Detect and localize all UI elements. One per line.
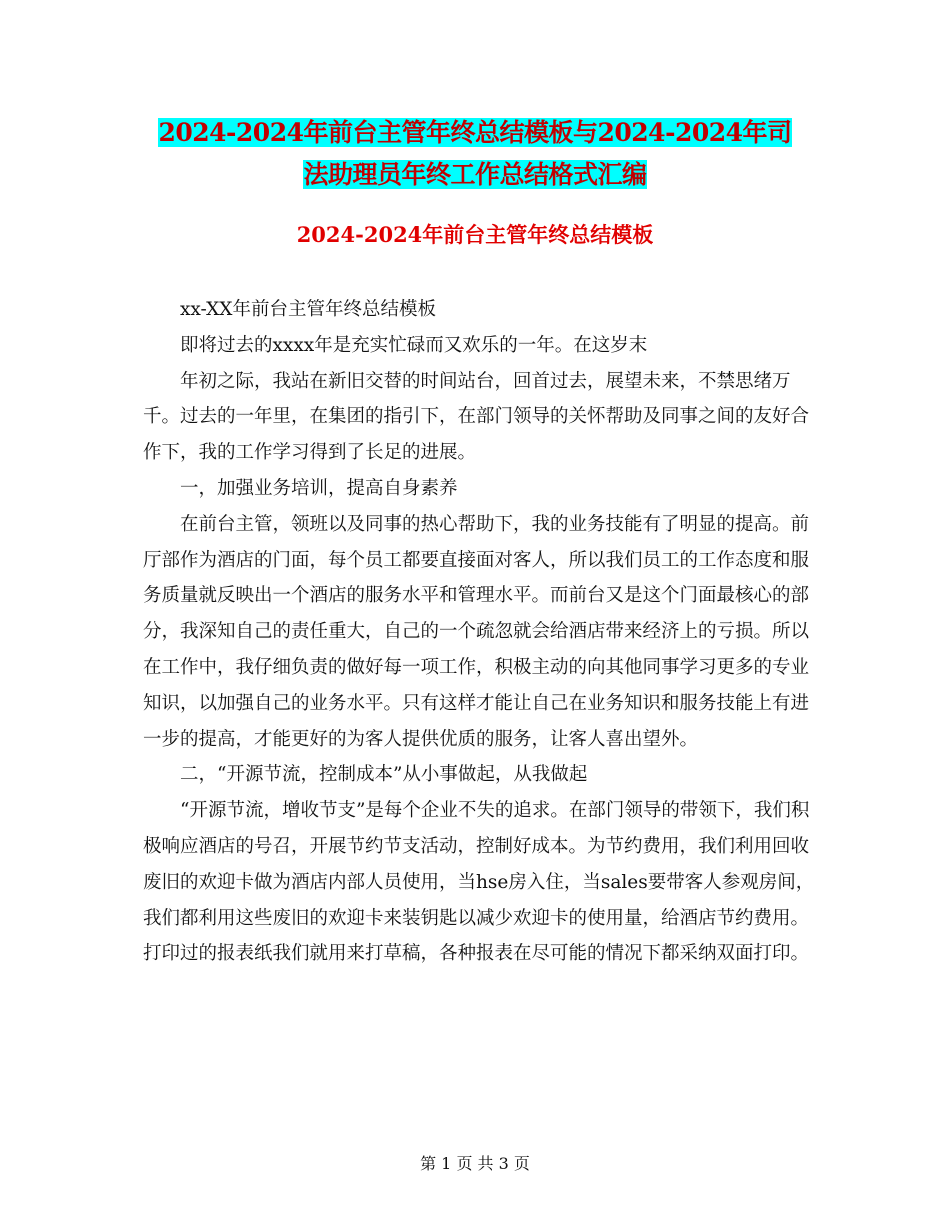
- paragraph: “开源节流，增收节支”是每个企业不失的追求。在部门领导的带领下，我们积极响应酒店的号召，开展节约节支活动，控制好成本。为节约费用，我们利用回收废旧的欢迎卡做为酒店内部人员使用，当hse房入住，当sales要带客人参观房间，我们都利用这些废旧的欢迎卡来装钥匙以减少欢迎卡的使用量，给酒店节约费用。打印过的报表纸我们就用来打草稿，各种报表在尽可能的情况下都采纳双面打印。: [143, 800, 815, 965]
- page-footer: 第 1 页 共 3 页: [420, 1154, 530, 1173]
- document-title: [140, 112, 810, 196]
- document-title-line-1: 2024-2024年前台主管年终总结模板与2024-2024年司: [158, 118, 792, 147]
- paragraph-heading: 二，“开源节流，控制成本”从小事做起，从我做起: [180, 764, 588, 786]
- paragraph: 在前台主管，领班以及同事的热心帮助下，我的业务技能有了明显的提高。前厅部作为酒店的门面，每个员工都要直接面对客人，所以我们员工的工作态度和服务质量就反映出一个酒店的服务水平和管理水平。而前台又是这个门面最核心的部分，我深知自己的责任重大，自己的一个疏忽就会给酒店带来经济上的亏损。所以在工作中，我仔细负责的做好每一项工作，积极主动的向其他同事学习更多的专业知识，以加强自己的业务水平。只有这样才能让自己在业务知识和服务技能上有进一步的提高，才能更好的为客人提供优质的服务，让客人喜出望外。: [143, 513, 810, 750]
- paragraph-heading: xx-XX年前台主管年终总结模板: [180, 299, 436, 320]
- paragraph-heading: 一，加强业务培训，提高自身素养: [180, 477, 458, 499]
- document-title-line-2: 法助理员年终工作总结格式汇编: [303, 160, 647, 189]
- paragraph: 年初之际，我站在新旧交替的时间站台，回首过去，展望未来，不禁思绪万千。过去的一年里，在集团的指引下，在部门领导的关怀帮助及同事之间的友好合作下，我的工作学习得到了长足的进展。: [143, 370, 810, 464]
- document-body: [143, 292, 815, 972]
- section-title: 2024-2024年前台主管年终总结模板: [296, 222, 654, 247]
- paragraph: 即将过去的xxxx年是充实忙碌而又欢乐的一年。在这岁末: [180, 334, 648, 356]
